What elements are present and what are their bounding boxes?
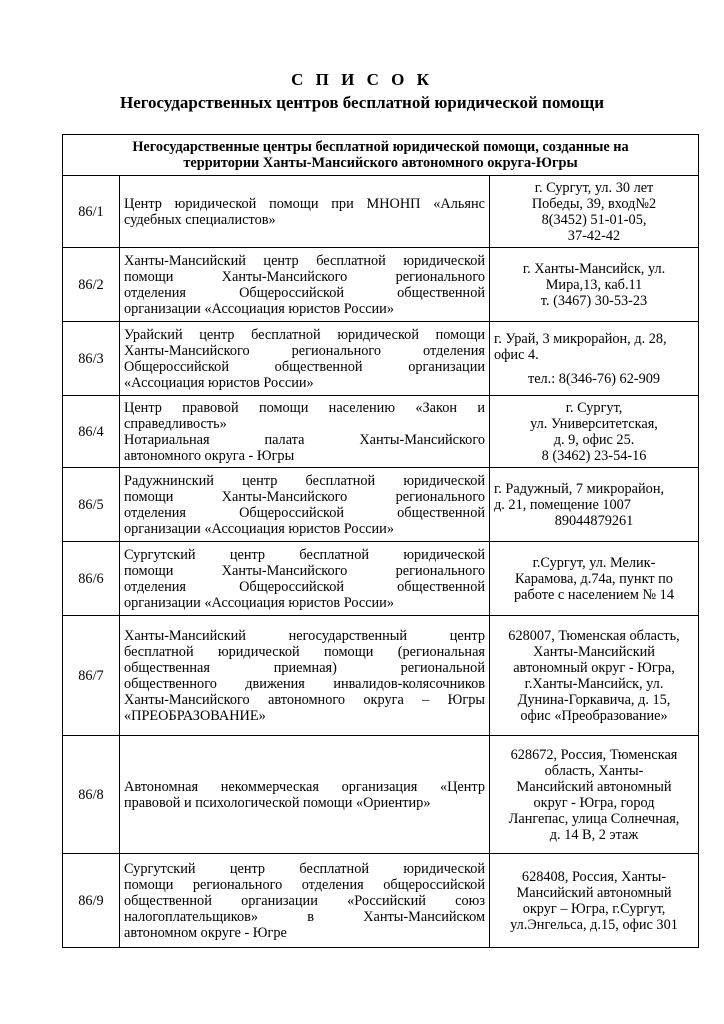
- center-address-line: Дунина-Горкавича, д. 15,: [517, 691, 671, 708]
- center-address-line: д. 14 В, 2 этаж: [549, 826, 639, 843]
- center-name: [120, 854, 490, 948]
- center-address: [490, 176, 699, 248]
- row-number: 86/2: [63, 248, 120, 322]
- center-address-line: т. (3467) 30-53-23: [540, 292, 648, 309]
- table-row: [63, 616, 699, 736]
- center-address-line: Победы, 39, вход№2: [531, 195, 657, 212]
- center-name-line: организации «Ассоциация юристов России»: [124, 520, 394, 537]
- center-address-line: ул. Университетская,: [530, 415, 658, 432]
- center-name-line: справедливость»: [124, 415, 227, 432]
- row-number: 86/3: [63, 322, 120, 396]
- center-address: [490, 542, 699, 616]
- center-address: [490, 396, 699, 468]
- center-name-line: общественного движения инвалидов-колясочников: [124, 675, 485, 692]
- center-name: [120, 322, 490, 396]
- table-row: [63, 542, 699, 616]
- table-row: [63, 248, 699, 322]
- center-address-line: работе с населением № 14: [514, 586, 674, 603]
- center-name-line: отделения Общероссийской общественной: [124, 504, 485, 521]
- center-name-line: Сургутский центр бесплатной юридической: [124, 546, 485, 563]
- center-address-line: г. Радужный, 7 микрорайон,: [494, 480, 665, 497]
- center-name-line: «ПРЕОБРАЗОВАНИЕ»: [124, 707, 266, 724]
- center-address-line: 628672, Россия, Тюменская: [510, 746, 678, 763]
- center-address-line: офис «Преобразование»: [520, 707, 668, 724]
- center-name-line: помощи Ханты-Мансийского регионального: [124, 268, 485, 285]
- center-name-line: судебных специалистов»: [124, 211, 276, 228]
- center-name: [120, 468, 490, 542]
- table-row: [63, 396, 699, 468]
- center-name: [120, 542, 490, 616]
- center-address-line: Лангепас, улица Солнечная,: [508, 810, 680, 827]
- center-address-line: г.Ханты-Мансийск, ул.: [524, 675, 664, 692]
- center-address-line: г.Сургут, ул. Мелик-: [532, 554, 656, 571]
- center-address-line: г. Урай, 3 микрорайон, д. 28,: [494, 330, 667, 347]
- center-address-line: область, Ханты-: [544, 762, 644, 779]
- center-address: [490, 736, 699, 854]
- center-address: [490, 322, 699, 396]
- table-body: [63, 176, 699, 948]
- center-address-line: тел.: 8(346-76) 62-909: [527, 370, 661, 387]
- center-name: [120, 248, 490, 322]
- center-name-line: Сургутский центр бесплатной юридической: [124, 860, 485, 877]
- row-number: 86/1: [63, 176, 120, 248]
- center-address-line: Мансийский автономный: [516, 778, 672, 795]
- center-name-line: Автономная некоммерческая организация «Центр: [124, 778, 485, 795]
- center-name-line: Нотариальная палата Ханты-Мансийского: [124, 431, 485, 448]
- centers-table: [62, 134, 699, 948]
- center-name-line: организации «Ассоциация юристов России»: [124, 594, 394, 611]
- center-name-line: правовой и психологической помощи «Ориентир»: [124, 794, 431, 811]
- center-address-line: 89044879261: [554, 512, 634, 529]
- center-address-line: Мира,13, каб.11: [545, 276, 643, 293]
- center-address-line: округ – Югра, г.Сургут,: [522, 900, 666, 917]
- center-name-line: Общероссийской общественной организации: [124, 358, 485, 375]
- center-address-line: автономный округ - Югра,: [513, 659, 675, 676]
- center-address-line: 628007, Тюменская область,: [508, 627, 680, 644]
- center-name-line: Ханты-Мансийского автономного округа – Югры: [124, 691, 485, 708]
- row-number: 86/7: [63, 616, 120, 736]
- center-name-line: автономного округа - Югры: [124, 447, 295, 464]
- table-row: [63, 322, 699, 396]
- page-title: С П И С О К: [291, 70, 433, 89]
- table-row: [63, 736, 699, 854]
- center-address-line: г. Сургут,: [565, 399, 623, 416]
- center-name-line: отделения Общероссийской общественной: [124, 284, 485, 301]
- row-number: 86/6: [63, 542, 120, 616]
- row-number: 86/4: [63, 396, 120, 468]
- center-name-line: Ханты-Мансийского регионального отделения: [124, 342, 485, 359]
- center-name-line: общественной организации «Российский союз: [124, 892, 485, 909]
- table-row: [63, 468, 699, 542]
- center-address-line: г. Сургут, ул. 30 лет: [534, 179, 654, 196]
- table-header-line-1: Негосударственные центры бесплатной юридической помощи, созданные на: [132, 139, 629, 155]
- center-name-line: помощи Ханты-Мансийского регионального: [124, 562, 485, 579]
- center-name-line: помощи регионального отделения общероссийской: [124, 876, 485, 893]
- center-address-line: Карамова, д.74а, пункт по: [515, 570, 673, 587]
- center-address-line: Ханты-Мансийский: [533, 643, 655, 660]
- center-name-line: автономном округе - Югре: [124, 924, 287, 941]
- center-address-line: 628408, Россия, Ханты-: [521, 868, 667, 885]
- center-address-line: офис 4.: [494, 346, 539, 363]
- center-name: [120, 396, 490, 468]
- center-name: [120, 616, 490, 736]
- center-name-line: Ханты-Мансийский центр бесплатной юридической: [124, 252, 485, 269]
- center-address: [490, 248, 699, 322]
- center-address: [490, 616, 699, 736]
- table-row: [63, 854, 699, 948]
- center-name-line: Урайский центр бесплатной юридической помощи: [124, 326, 485, 343]
- center-address-line: г. Ханты-Мансийск, ул.: [522, 260, 666, 277]
- center-address-line: округ - Югра, город: [533, 794, 655, 811]
- center-address-line: ул.Энгельса, д.15, офис 301: [510, 916, 678, 933]
- center-address: [490, 854, 699, 948]
- table-header-row: [63, 135, 699, 176]
- center-name-line: «Ассоциация юристов России»: [124, 374, 314, 391]
- center-name-line: бесплатной юридической помощи (региональная: [124, 643, 485, 660]
- page-subtitle: Негосударственных центров бесплатной юридической помощи: [119, 93, 605, 112]
- center-address-line: 8(3452) 51-01-05,: [541, 211, 647, 228]
- table-row: [63, 176, 699, 248]
- table-header-line-2: территории Ханты-Мансийского автономного округа-Югры: [183, 155, 578, 171]
- center-name-line: Центр юридической помощи при МНОНП «Альянс: [124, 195, 485, 212]
- center-name-line: отделения Общероссийской общественной: [124, 578, 485, 595]
- center-name-line: Ханты-Мансийский негосударственный центр: [124, 627, 485, 644]
- center-name-line: организации «Ассоциация юристов России»: [124, 300, 394, 317]
- center-name-line: Центр правовой помощи населению «Закон и: [124, 399, 485, 416]
- row-number: 86/9: [63, 854, 120, 948]
- table-header: [63, 135, 699, 176]
- center-address-line: 37-42-42: [567, 227, 621, 244]
- center-name: [120, 736, 490, 854]
- center-address-line: д. 9, офис 25.: [553, 431, 635, 448]
- center-address: [490, 468, 699, 542]
- center-name-line: налогоплательщиков» в Ханты-Мансийском: [124, 908, 485, 925]
- center-name-line: Радужнинский центр бесплатной юридической: [124, 472, 485, 489]
- row-number: 86/8: [63, 736, 120, 854]
- center-address-line: д. 21, помещение 1007: [494, 496, 631, 513]
- center-name: [120, 176, 490, 248]
- row-number: 86/5: [63, 468, 120, 542]
- center-address-line: 8 (3462) 23-54-16: [541, 447, 647, 464]
- center-name-line: общественная приемная) региональной: [124, 659, 485, 676]
- center-address-line: Мансийский автономный: [516, 884, 672, 901]
- center-name-line: помощи Ханты-Мансийского регионального: [124, 488, 485, 505]
